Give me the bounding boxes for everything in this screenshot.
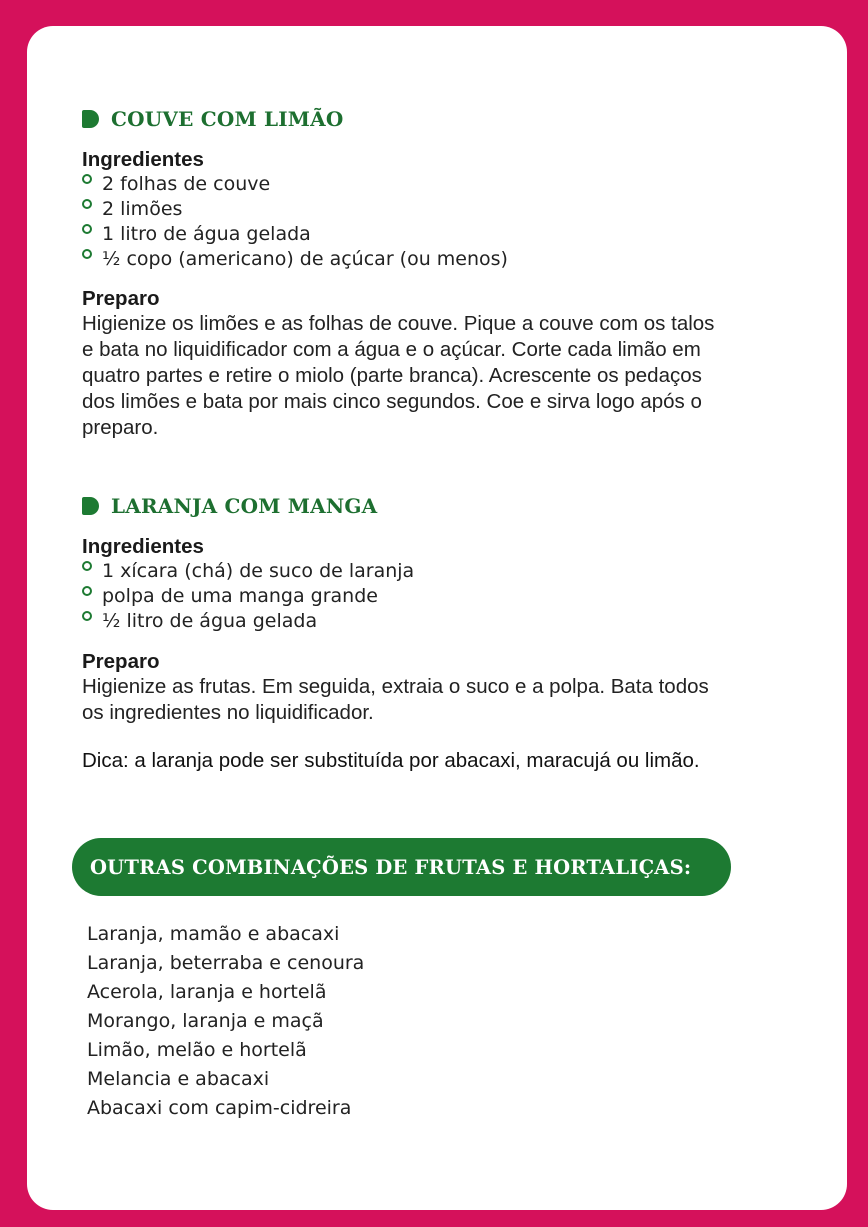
- recipe-title-text: LARANJA COM MANGA: [111, 494, 378, 518]
- list-item: ½ litro de água gelada: [82, 609, 742, 634]
- bullet-icon: [82, 249, 92, 259]
- list-item: polpa de uma manga grande: [82, 584, 742, 609]
- tip-text: Dica: a laranja pode ser substituída por abacaxi, maracujá ou limão.: [82, 749, 700, 772]
- prep-heading: Preparo: [82, 650, 160, 673]
- combinations-banner: [72, 838, 731, 896]
- list-item: Morango, laranja e maçã: [87, 1010, 324, 1032]
- ingredients-list: [82, 172, 742, 272]
- prep-text: Higienize os limões e as folhas de couve. Pique a couve com os talos e bata no liquidificador com a água e o açúcar. Corte cada limão em quatro partes e retire o miolo (parte branca). Acrescente os pedaços dos limões e bata por mais cinco segundos. Coe e sirva logo após o preparo.: [82, 312, 715, 439]
- list-item: 1 xícara (chá) de suco de laranja: [82, 559, 742, 584]
- title-marker-icon: [82, 497, 99, 515]
- list-item: 2 folhas de couve: [82, 172, 742, 197]
- list-item: Laranja, beterraba e cenoura: [87, 952, 365, 974]
- recipe-title-text: COUVE COM LIMÃO: [111, 107, 344, 131]
- ingredients-list: [82, 559, 742, 634]
- bullet-icon: [82, 224, 92, 234]
- recipe-couve-com-limao: [82, 104, 742, 441]
- list-item: ½ copo (americano) de açúcar (ou menos): [82, 247, 742, 272]
- prep-heading: Preparo: [82, 287, 160, 310]
- recipe-title: [82, 491, 742, 521]
- bullet-icon: [82, 561, 92, 571]
- list-item: 2 limões: [82, 197, 742, 222]
- recipe-title: [82, 104, 742, 134]
- recipe-laranja-com-manga: [82, 491, 742, 774]
- list-item: Laranja, mamão e abacaxi: [87, 923, 340, 945]
- bullet-icon: [82, 199, 92, 209]
- bullet-icon: [82, 174, 92, 184]
- combinations-list: [87, 920, 364, 1123]
- list-item: Limão, melão e hortelã: [87, 1039, 307, 1061]
- prep-text: Higienize as frutas. Em seguida, extraia o suco e a polpa. Bata todos os ingredientes no liquidificador.: [82, 675, 709, 724]
- list-item: Melancia e abacaxi: [87, 1068, 270, 1090]
- bullet-icon: [82, 586, 92, 596]
- list-item: Acerola, laranja e hortelã: [87, 981, 327, 1003]
- ingredients-heading: Ingredientes: [82, 148, 204, 171]
- ingredients-heading: Ingredientes: [82, 535, 204, 558]
- bullet-icon: [82, 611, 92, 621]
- list-item: Abacaxi com capim-cidreira: [87, 1097, 352, 1119]
- combinations-title: OUTRAS COMBINAÇÕES DE FRUTAS E HORTALIÇAS:: [90, 855, 692, 879]
- list-item: 1 litro de água gelada: [82, 222, 742, 247]
- title-marker-icon: [82, 110, 99, 128]
